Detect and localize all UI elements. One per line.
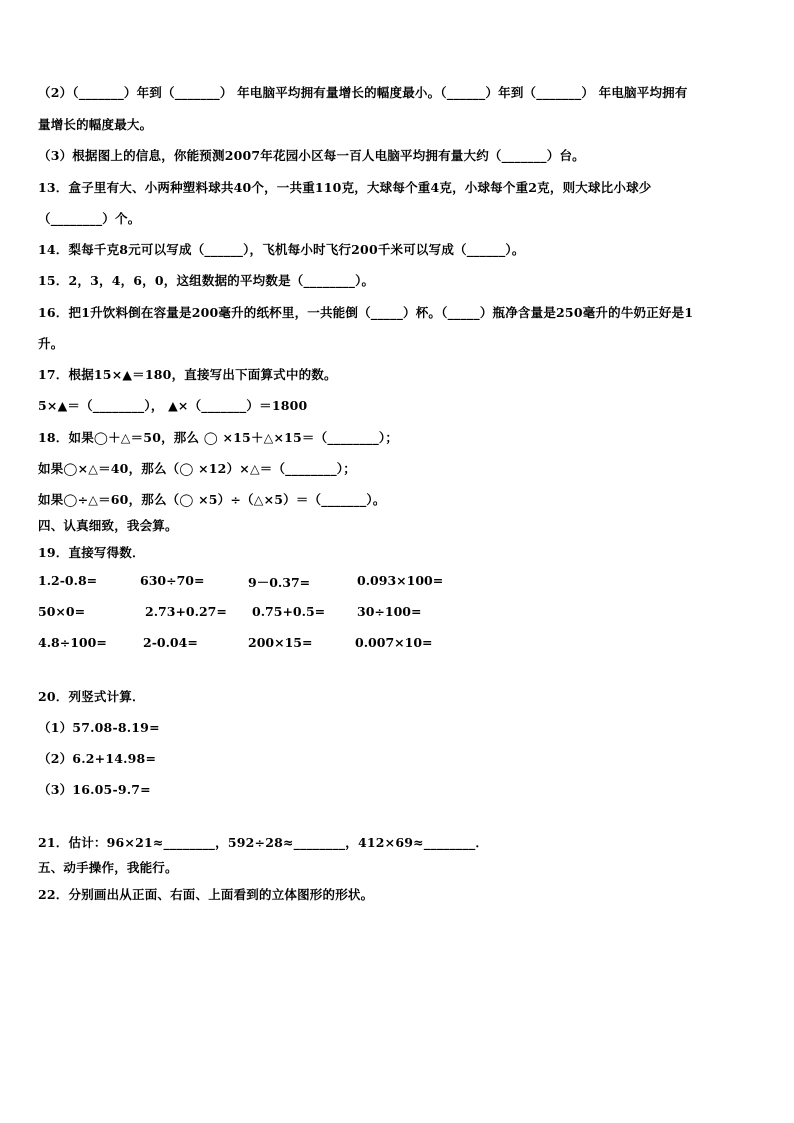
q20-item: （3）16.05-9.7= (38, 782, 151, 797)
q17-expressions: 5×▲＝（________）， ▲×（_______）＝1800 (38, 398, 308, 413)
q17: 17．根据15×▲＝180，直接写出下面算式中的数。 (38, 367, 337, 382)
q19-heading: 19．直接写得数． (38, 545, 145, 560)
calc-item: 2.73+0.27= (145, 604, 227, 619)
calc-item: 200×15= (248, 635, 313, 650)
calc-item: 2-0.04= (143, 635, 198, 650)
q20-heading: 20．列竖式计算． (38, 689, 145, 704)
q18-line1: 18．如果◯＋△＝50，那么 ◯ ×15＋△×15＝（________）； (38, 430, 399, 445)
calc-item: 0.093×100= (357, 573, 444, 588)
q18-line3: 如果◯÷△＝60，那么（◯ ×5）÷（△×5）＝（_______）。 (38, 492, 386, 507)
q12-part2-line1: （2）（_______）年到（_______） 年电脑平均拥有量增长的幅度最小。（______）年到（_______） 年电脑平均拥有 (38, 85, 688, 100)
q16-line1: 16．把1升饮料倒在容量是200毫升的纸杯里，一共能倒（_____）杯。（_____）瓶净含量是250毫升的牛奶正好是1 (38, 305, 694, 320)
calc-item: 1.2-0.8= (38, 573, 98, 588)
calc-item: 30÷100= (357, 604, 422, 619)
calc-item: 0.75+0.5= (252, 604, 326, 619)
q20-item: （1）57.08-8.19= (38, 720, 160, 735)
calc-item: 4.8÷100= (38, 635, 107, 650)
q22: 22．分别画出从正面、右面、上面看到的立体图形的形状。 (38, 887, 374, 902)
q16-line2: 升。 (38, 336, 64, 351)
q14: 14．梨每千克8元可以写成（______），飞机每小时飞行200千米可以写成（______）。 (38, 242, 525, 257)
section-4-heading: 四、认真细致，我会算。 (38, 518, 178, 533)
q12-part2-line2: 量增长的幅度最大。 (38, 117, 153, 132)
calc-item: 0.007×10= (355, 635, 433, 650)
q12-part3: （3）根据图上的信息，你能预测2007年花园小区每一百人电脑平均拥有量大约（_______）台。 (38, 148, 585, 163)
q13-line2: （________）个。 (38, 211, 141, 226)
q15: 15．2，3，4，6，0，这组数据的平均数是（________）。 (38, 273, 375, 288)
section-5-heading: 五、动手操作，我能行。 (38, 860, 178, 875)
calc-item: 50×0= (38, 604, 86, 619)
q18-line2: 如果◯×△＝40，那么（◯ ×12）×△＝（________）； (38, 461, 356, 476)
q13-line1: 13．盒子里有大、小两种塑料球共40个，一共重110克，大球每个重4克，小球每个重2克，则大球比小球少 (38, 180, 652, 195)
calc-item: 630÷70= (140, 573, 205, 588)
q21: 21．估计：96×21≈________，592÷28≈________，412×69≈________． (38, 835, 489, 850)
q20-item: （2）6.2+14.98= (38, 751, 157, 766)
calc-item: 9－0.37= (248, 575, 311, 590)
